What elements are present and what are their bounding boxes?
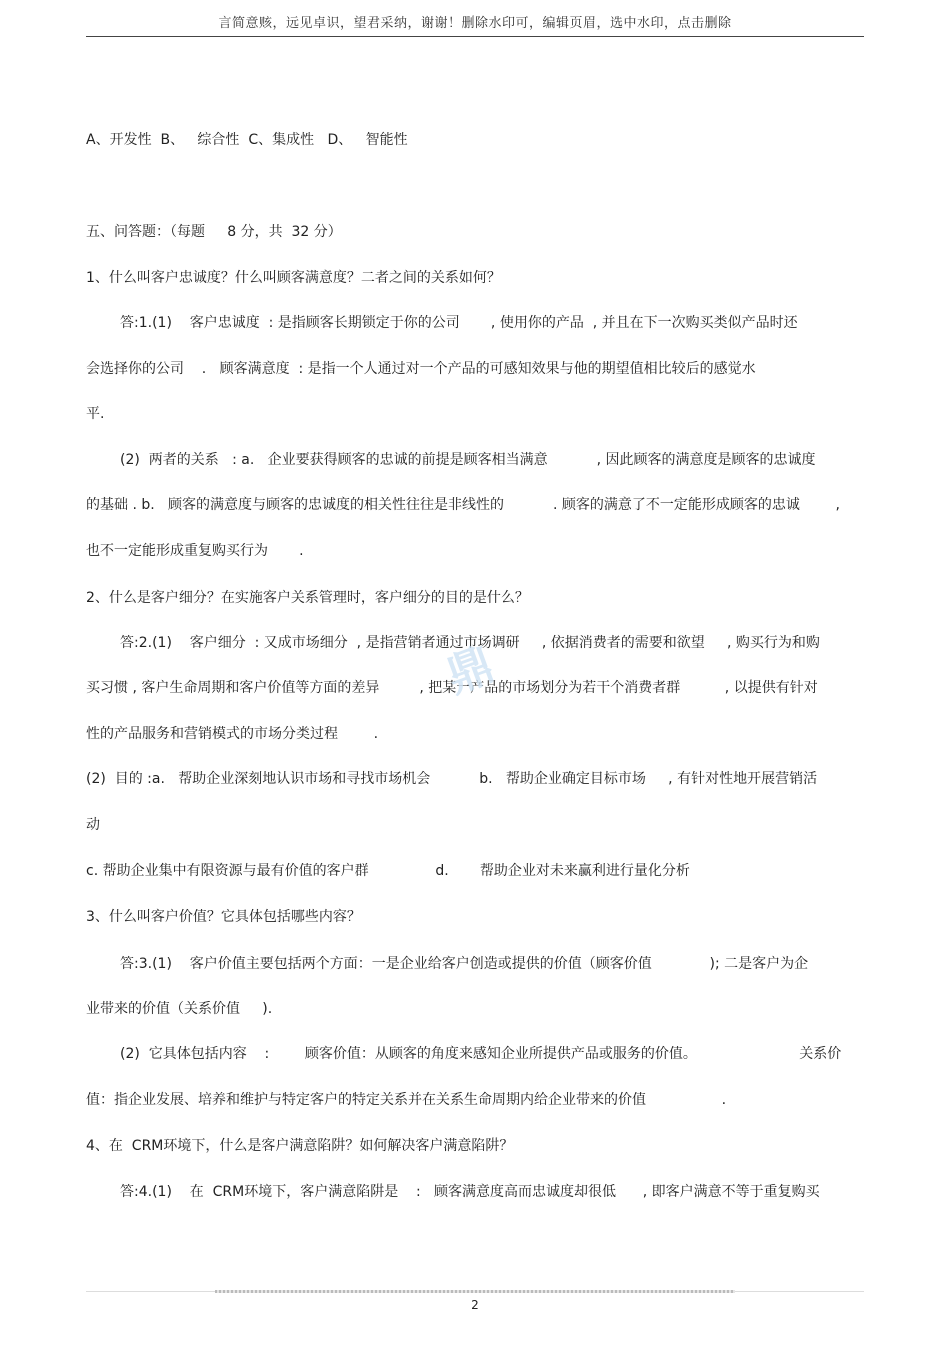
answer-1-line-6: 也不一定能形成重复购买行为 . [86,543,304,559]
footer-divider-accent [215,1290,735,1293]
answer-3-line-3: (2) 它具体包括内容 : 顾客价值：从顾客的角度来感知企业所提供产品或服务的价值。 关系价 [120,1046,842,1062]
answer-3-line-4: 值：指企业发展、培养和维护与特定客户的特定关系并在关系生命周期内给企业带来的价值 . [86,1092,727,1108]
page-header: 言简意赅，远见卓识，望君采纳，谢谢！删除水印可，编辑页眉，选中水印，点击删除 [218,16,732,31]
answer-2-line-1: 答:2.(1) 客户细分 : 又成市场细分 , 是指营销者通过市场调研 , 依据消费者的需要和欲望 , 购买行为和购 [120,635,820,651]
answer-2-line-3: 性的产品服务和营销模式的市场分类过程 . [86,726,379,742]
page-number: 2 [471,1298,479,1312]
answer-1-line-3: 平. [86,406,105,422]
header-divider [86,36,864,37]
question-4: 4、在 CRM环境下，什么是客户满意陷阱？如何解决客户满意陷阱？ [86,1138,514,1154]
answer-3-line-2: 业带来的价值（关系价值 ). [86,1001,273,1017]
answer-1-line-1: 答:1.(1) 客户忠诚度 : 是指顾客长期锁定于你的公司 , 使用你的产品 , 并且在下一次购买类似产品时还 [120,315,798,331]
choice-options: A、开发性 B、 综合性 C、集成性 D、 智能性 [86,132,408,148]
answer-2-line-4: (2) 目的 :a. 帮助企业深刻地认识市场和寻找市场机会 b. 帮助企业确定目标市场 , 有针对性地开展营销活 [86,771,818,787]
watermark-logo[interactable]: 鼎 [439,636,501,704]
question-1: 1、什么叫客户忠诚度？什么叫顾客满意度？二者之间的关系如何？ [86,270,501,286]
answer-2-line-6: c. 帮助企业集中有限资源与最有价值的客户群 d. 帮助企业对未来赢利进行量化分析 [86,863,690,879]
answer-2-line-5: 动 [86,817,100,833]
answer-1-line-5: 的基础 . b. 顾客的满意度与顾客的忠诚度的相关性往往是非线性的 . 顾客的满意了不一定能形成顾客的忠诚 , [86,497,840,513]
answer-3-line-1: 答:3.(1) 客户价值主要包括两个方面：一是企业给客户创造或提供的价值（顾客价值 ); 二是客户为企 [120,956,809,972]
question-2: 2、什么是客户细分？在实施客户关系管理时，客户细分的目的是什么？ [86,590,529,606]
answer-1-line-4: (2) 两者的关系 : a. 企业要获得顾客的忠诚的前提是顾客相当满意 , 因此顾客的满意度是顾客的忠诚度 [120,452,816,468]
section-heading: 五、问答题：（每题 8 分，共 32 分） [86,224,342,240]
answer-1-line-2: 会选择你的公司 . 顾客满意度 : 是指一个人通过对一个产品的可感知效果与他的期望值相比较后的感觉水 [86,361,756,377]
question-3: 3、什么叫客户价值？它具体包括哪些内容？ [86,909,361,925]
answer-2-line-2: 买习惯 , 客户生命周期和客户价值等方面的差异 , 把某一产品的市场划分为若干个消费者群 , 以提供有针对 [86,680,818,696]
answer-4-line-1: 答:4.(1) 在 CRM环境下，客户满意陷阱是 : 顾客满意度高而忠诚度却很低 , 即客户满意不等于重复购买 [120,1184,820,1200]
